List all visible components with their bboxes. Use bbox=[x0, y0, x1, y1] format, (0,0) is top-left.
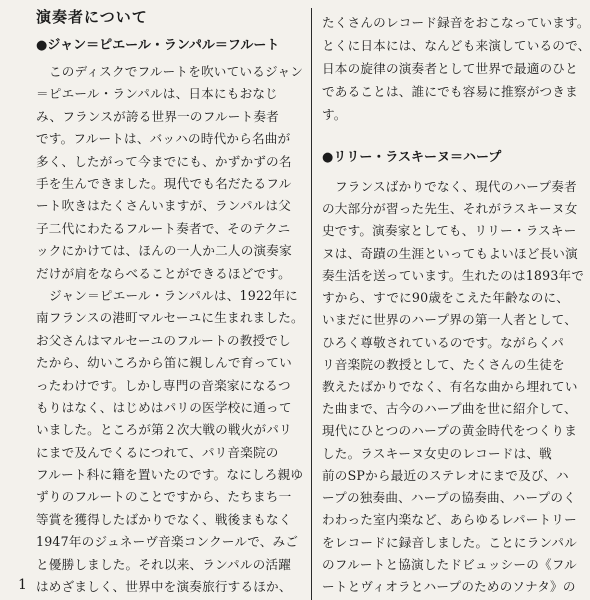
right-line: たくさんのレコード録音をおこなっています。 bbox=[322, 15, 590, 30]
right-line: 史です。演奏家としても、リリー・ラスキー bbox=[322, 223, 577, 239]
right-line: の大部分が習った先生、それがラスキーヌ女 bbox=[322, 201, 578, 217]
right-line: す。 bbox=[322, 107, 347, 122]
right-line: 前のSPから最近のステレオにまで及び、ハ bbox=[322, 467, 569, 483]
left-line: と優勝しました。それ以来、ランパルの活躍 bbox=[36, 556, 291, 572]
right-line: ひろく尊敬されているのです。ながらくパ bbox=[322, 334, 565, 350]
right-line: 現代にひとつのハープの黄金時代をつくりま bbox=[322, 423, 577, 439]
left-line: 多く、したがって今までにも、かずかずの名 bbox=[36, 153, 292, 169]
column-divider bbox=[311, 8, 312, 600]
rampal-subheading: ●ジャン＝ピエール・ランパル＝フルート bbox=[36, 38, 280, 53]
right-line: のフルートと協演したドビュッシーの《フル bbox=[322, 556, 577, 572]
right-line: わわった室内楽など、あらゆるレパートリー bbox=[322, 512, 577, 528]
right-line: 奏生活を送っています。生れたのは1893年で bbox=[322, 267, 585, 283]
left-line: ったわけです。しかし専門の音楽家になるつ bbox=[36, 377, 291, 393]
left-line: もりはなく、はじめはパリの医学校に通って bbox=[36, 399, 292, 415]
left-line: ックにかけては、ほんの一人か二人の演奏家 bbox=[36, 243, 292, 259]
right-line: した。ラスキーヌ女史のレコードは、戦 bbox=[322, 445, 552, 461]
left-line: み、フランスが誇る世界一のフルート奏者 bbox=[36, 108, 279, 124]
left-line: たから、幼いころから笛に親しんで育ってい bbox=[36, 355, 292, 371]
left-line: ジャン＝ピエール・ランパルは、1922年に bbox=[49, 287, 298, 303]
left-line: 子二代にわたるフルート奏者で、そのテクニ bbox=[36, 220, 291, 236]
right-line: フランスばかりでなく、現代のハープ奏者 bbox=[335, 179, 577, 194]
left-line: いました。ところが第２次大戦の戦火がパリ bbox=[36, 422, 292, 438]
section-heading: 演奏者について bbox=[36, 8, 148, 26]
left-line: お父さんはマルセーユのフルートの教授でし bbox=[36, 332, 291, 348]
laskine-subheading: ●リリー・ラスキーヌ＝ハープ bbox=[322, 150, 502, 165]
right-line: ープの独奏曲、ハープの協奏曲、ハープのく bbox=[322, 490, 576, 506]
right-line: とくに日本には、なんども来演しているので、 bbox=[322, 38, 590, 53]
left-line: だけが肩をならべることができるほどです。 bbox=[36, 265, 291, 281]
page-number: 1 bbox=[18, 577, 27, 593]
left-line: 等賞を獲得したばかりでなく、戦後まもなく bbox=[36, 511, 292, 527]
left-line: フルート科に籍を置いたのです。なにしろ親ゆ bbox=[36, 467, 304, 482]
left-line: はめざましく、世界中を演奏旅行するほか、 bbox=[36, 579, 292, 594]
left-line: ＝ピエール・ランパルは、日本にもおなじ bbox=[36, 86, 278, 102]
right-line: 日本の旋律の演奏者として世界で最適のひと bbox=[322, 61, 578, 76]
left-line: ずりのフルートのことですから、たちまち一 bbox=[36, 489, 292, 505]
left-line: このディスクでフルートを吹いているジャン bbox=[49, 64, 304, 79]
left-line: です。フルートは、バッハの時代から名曲が bbox=[36, 131, 291, 147]
right-line: であることは、誰にでも容易に推察がつきま bbox=[322, 84, 578, 99]
right-line: 教えたばかりでなく、有名な曲から埋れてい bbox=[322, 379, 578, 394]
left-line: 1947年のジュネーヴ音楽コンクールで、みご bbox=[36, 534, 299, 550]
right-line: ートとヴィオラとハープのためのソナタ》の bbox=[322, 579, 576, 594]
right-line: ヌは、奇蹟の生涯といってもよいほど長い演 bbox=[322, 245, 578, 261]
right-line: をレコードに録音しました。ことにランパル bbox=[322, 534, 577, 550]
right-line: すから、すでに90歳をこえた年齢なのに、 bbox=[322, 290, 570, 306]
left-line: 手を生んできました。現代でも名だたるフル bbox=[36, 176, 292, 191]
left-line: ート吹きはたくさんいますが、ランパルは父 bbox=[36, 198, 291, 214]
right-line: リ音楽院の教授として、たくさんの生徒を bbox=[322, 356, 565, 372]
left-line: 南フランスの港町マルセーユに生まれました。 bbox=[36, 310, 304, 326]
right-line: た曲まで、古今のハープ曲を世に紹介して、 bbox=[322, 401, 577, 417]
right-line: いまだに世界のハープ界の第一人者として、 bbox=[322, 312, 577, 328]
left-line: にまで及んでくるにつれて、パリ音楽院の bbox=[36, 444, 279, 460]
